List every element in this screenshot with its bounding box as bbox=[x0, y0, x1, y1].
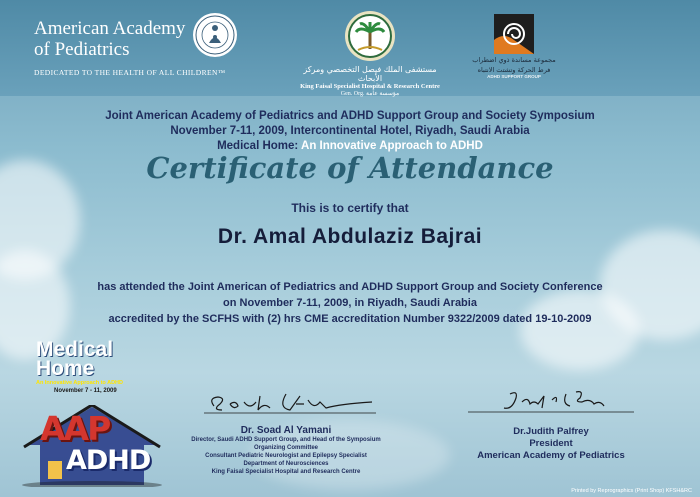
adhd-arabic-line2: فرط الحركة وتشتت الانتباه bbox=[477, 66, 551, 74]
symposium-line2: November 7-11, 2009, Intercontinental Hotel, Riyadh, Saudi Arabia bbox=[170, 125, 530, 137]
symposium-line3-prefix: Medical Home: bbox=[217, 140, 299, 152]
signatory-left-titles bbox=[168, 436, 404, 476]
medical-home-date: November 7 - 11, 2009 bbox=[54, 388, 117, 394]
medical-home-word2: Home bbox=[36, 357, 95, 380]
medical-home-word1: Medical bbox=[36, 338, 114, 361]
medical-home-subtitle: An Innovative Approach to ADHD bbox=[36, 380, 123, 386]
signature-left-icon bbox=[200, 388, 380, 418]
house-aap-text: AAP bbox=[40, 409, 110, 448]
kfsh-arabic-name: مستشفى الملك فيصل التخصصي ومركز الأبحاث bbox=[303, 65, 437, 83]
certify-text: This is to certify that bbox=[291, 201, 409, 215]
adhd-support-logo bbox=[462, 14, 566, 79]
signatory-right-org: American Academy of Pediatrics bbox=[477, 450, 625, 461]
aap-tagline: DEDICATED TO THE HEALTH OF ALL CHILDREN™ bbox=[34, 68, 226, 77]
symposium-line3-highlight: An Innovative Approach to ADHD bbox=[301, 140, 483, 152]
kfsh-gen-org: Gen. Org. مؤسسة عامة bbox=[340, 91, 400, 97]
kfsh-english-name: King Faisal Specialist Hospital & Research Centre bbox=[300, 83, 440, 90]
aap-seal-icon bbox=[192, 12, 238, 58]
signatory-left-line3: Consultant Pediatric Neurologist and Epilepsy Specialist bbox=[205, 453, 367, 459]
medical-home-logo bbox=[36, 340, 162, 394]
recipient-name: Dr. Amal Abdulaziz Bajrai bbox=[217, 225, 483, 248]
adhd-english-name: ADHD SUPPORT GROUP bbox=[487, 74, 541, 79]
printed-by-text: Printed by Reprographics (Print Shop) KFSH&RC bbox=[571, 488, 692, 494]
signatory-left-line4: Department of Neurosciences bbox=[243, 461, 329, 467]
body-line2: on November 7-11, 2009, in Riyadh, Saudi Arabia bbox=[223, 297, 477, 309]
signature-right-icon bbox=[466, 386, 636, 418]
signatory-left bbox=[168, 425, 404, 476]
signatory-left-line5: King Faisal Specialist Hospital and Research Centre bbox=[211, 469, 361, 475]
symposium-line1: Joint American Academy of Pediatrics and ADHD Support Group and Society Symposium bbox=[105, 110, 595, 122]
kfsh-emblem-icon bbox=[344, 10, 396, 62]
aap-name-line2: of Pediatrics bbox=[34, 39, 130, 60]
signatory-right bbox=[466, 426, 636, 461]
adhd-arabic-line1: مجموعة مساندة ذوي اضطراب bbox=[472, 56, 556, 64]
body-line1: has attended the Joint American of Pediatrics and ADHD Support Group and Society Conference bbox=[97, 281, 603, 293]
certificate-title: Certificate of Attendance bbox=[146, 151, 554, 185]
signatory-left-line2: Organizing Committee bbox=[253, 445, 318, 451]
signatory-left-name: Dr. Soad Al Yamani bbox=[240, 425, 332, 436]
aap-name-line1: American Academy bbox=[34, 18, 186, 39]
body-line3: accredited by the SCFHS with (2) hrs CME accreditation Number 9322/2009 dated 19-10-2009 bbox=[108, 313, 592, 325]
aap-adhd-house-logo bbox=[22, 405, 162, 487]
signatory-right-name: Dr.Judith Palfrey bbox=[513, 426, 589, 437]
signatory-left-line1: Director, Saudi ADHD Support Group, and Head of the Symposium bbox=[191, 437, 381, 443]
house-adhd-text: ADHD bbox=[66, 445, 151, 476]
adhd-spiral-icon bbox=[492, 14, 536, 54]
kfsh-logo bbox=[300, 10, 440, 97]
signatory-right-role: President bbox=[529, 438, 573, 449]
